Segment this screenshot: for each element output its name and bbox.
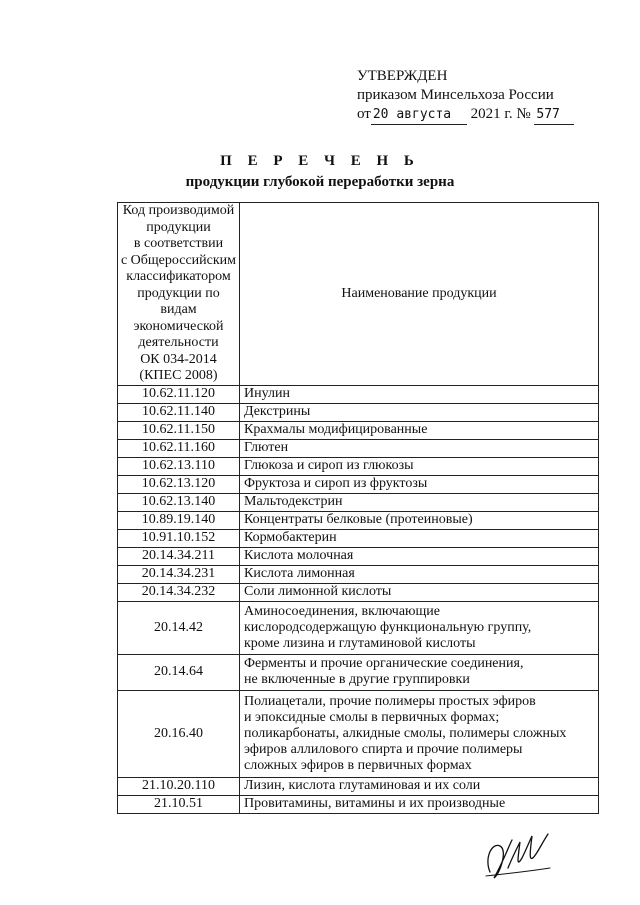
product-code-cell: 20.14.64 — [118, 654, 240, 690]
product-code-cell: 10.62.11.150 — [118, 421, 240, 439]
product-name-line: кислородсодержащую функциональную группу, — [244, 619, 532, 635]
table-row — [118, 583, 599, 601]
product-name-cell — [240, 777, 599, 795]
header-code-line: (КПЕС 2008) — [139, 368, 218, 383]
product-name-cell — [240, 529, 599, 547]
product-code-cell: 10.91.10.152 — [118, 529, 240, 547]
product-code-cell: 10.89.19.140 — [118, 511, 240, 529]
document-subtitle: продукции глубокой переработки зерна — [185, 174, 455, 190]
product-name-line: Глюкоза и сироп из глюкозы — [244, 458, 414, 473]
signature-image — [478, 828, 558, 888]
product-code-cell: 10.62.11.120 — [118, 385, 240, 403]
table-row — [118, 777, 599, 795]
header-name-cell: Наименование продукции — [240, 203, 599, 386]
product-name-cell — [240, 690, 599, 777]
order-year: 2021 г. № — [470, 106, 531, 122]
table-row — [118, 421, 599, 439]
product-name-line: Декстрины — [244, 404, 311, 419]
table-header-row — [118, 203, 599, 386]
product-name-cell — [240, 493, 599, 511]
products-table — [117, 202, 599, 814]
table-row — [118, 601, 599, 654]
table-row — [118, 493, 599, 511]
product-name-line: Фруктоза и сироп из фруктозы — [244, 476, 428, 491]
header-code-line: экономической — [133, 318, 224, 334]
product-name-line: Глютен — [244, 440, 289, 455]
table-row — [118, 795, 599, 813]
product-name-cell — [240, 583, 599, 601]
table-row — [118, 385, 599, 403]
product-name-line: Концентраты белковые (протеиновые) — [244, 512, 473, 527]
product-name-cell — [240, 439, 599, 457]
product-name-line: Ферменты и прочие органические соединения, — [244, 656, 524, 671]
product-name-line: Кислота лимонная — [244, 566, 355, 581]
approval-status: УТВЕРЖДЕН — [357, 68, 448, 84]
header-code-line: продукции — [146, 219, 211, 235]
product-code-cell: 10.62.11.140 — [118, 403, 240, 421]
product-code-cell: 10.62.13.140 — [118, 493, 240, 511]
approval-order-line: приказом Минсельхоза России — [357, 87, 554, 103]
product-name-line: Провитамины, витамины и их производные — [244, 796, 506, 811]
product-name-line: и эпоксидные смолы в первичных формах; — [244, 709, 500, 725]
product-name-cell — [240, 385, 599, 403]
header-code-line: классификатором — [126, 269, 231, 284]
approval-block — [357, 67, 574, 125]
product-name-line: поликарбонаты, алкидные смолы, полимеры сложных — [244, 725, 567, 741]
product-code-cell: 20.14.34.211 — [118, 547, 240, 565]
product-code-cell: 20.14.42 — [118, 601, 240, 654]
product-code-cell: 20.14.34.231 — [118, 565, 240, 583]
handwritten-order-number: 577 — [534, 105, 574, 125]
header-code-line: продукции по видам — [137, 285, 220, 317]
header-code-line: в соответствии — [133, 236, 224, 251]
product-code-cell: 10.62.13.120 — [118, 475, 240, 493]
product-name-line: кроме лизина и глутаминовой кислоты — [244, 635, 476, 651]
product-name-line: сложных эфиров в первичных формах — [244, 757, 472, 773]
table-row — [118, 547, 599, 565]
product-name-line: Мальтодекстрин — [244, 494, 343, 509]
document-heading — [0, 152, 640, 191]
product-name-cell — [240, 565, 599, 583]
product-name-cell — [240, 601, 599, 654]
product-code-cell: 20.14.34.232 — [118, 583, 240, 601]
table-row — [118, 403, 599, 421]
table-row — [118, 475, 599, 493]
product-name-cell — [240, 547, 599, 565]
product-name-line: Аминосоединения, включающие — [244, 603, 440, 619]
product-name-cell — [240, 475, 599, 493]
table-row — [118, 565, 599, 583]
product-name-line: Кислота молочная — [244, 548, 354, 563]
product-code-cell: 21.10.51 — [118, 795, 240, 813]
header-code-line: с Общероссийским — [120, 252, 237, 268]
product-name-cell — [240, 511, 599, 529]
product-name-cell — [240, 421, 599, 439]
header-code-line: Код производимой — [122, 203, 235, 218]
table-row — [118, 654, 599, 690]
approval-date-line — [357, 105, 574, 125]
product-name-line: Полиацетали, прочие полимеры простых эфиров — [244, 693, 536, 709]
product-name-cell — [240, 654, 599, 690]
product-name-cell — [240, 795, 599, 813]
product-name-line: эфиров аллилового спирта и прочие полимеры — [244, 741, 523, 757]
product-name-line: Инулин — [244, 386, 290, 401]
product-name-line: не включенные в другие группировки — [244, 672, 470, 687]
table-row — [118, 457, 599, 475]
table-row — [118, 529, 599, 547]
document-title: П Е Р Е Ч Е Н Ь — [220, 153, 420, 169]
product-name-line: Соли лимонной кислоты — [244, 584, 392, 599]
product-name-cell — [240, 403, 599, 421]
header-code-line: деятельности — [138, 335, 219, 350]
date-prefix: от — [357, 106, 371, 122]
product-code-cell: 20.16.40 — [118, 690, 240, 777]
product-code-cell: 10.62.11.160 — [118, 439, 240, 457]
table-row — [118, 690, 599, 777]
table-row — [118, 511, 599, 529]
handwritten-date: 20 августа — [371, 105, 467, 125]
header-code-cell — [118, 203, 240, 386]
product-name-line: Кормобактерин — [244, 530, 337, 545]
product-name-cell — [240, 457, 599, 475]
product-code-cell: 21.10.20.110 — [118, 777, 240, 795]
product-name-line: Крахмалы модифицированные — [244, 422, 428, 437]
product-code-cell: 10.62.13.110 — [118, 457, 240, 475]
product-name-line: Лизин, кислота глутаминовая и их соли — [244, 778, 481, 793]
header-code-line: ОК 034-2014 — [140, 351, 217, 367]
table-row — [118, 439, 599, 457]
